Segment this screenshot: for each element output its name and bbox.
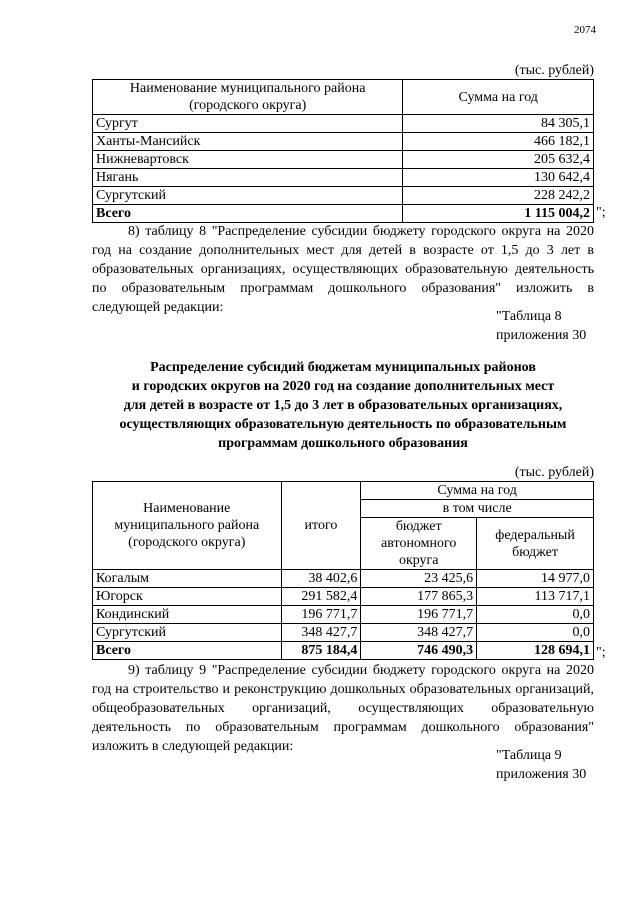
header-line: Наименование (143, 501, 231, 516)
header-name-cell (93, 80, 403, 115)
header-line: федеральный (495, 527, 575, 543)
heading-line: для детей в возрасте от 1,5 до 3 лет в образовательных организациях, (123, 398, 563, 413)
table-8-heading (92, 358, 594, 453)
total-auto: 746 490,3 (361, 642, 477, 660)
header-line: (городского округа) (128, 535, 246, 550)
row-auto: 196 771,7 (361, 606, 477, 624)
total-total: 875 184,4 (281, 642, 361, 660)
closing-quote: "; (596, 205, 606, 220)
row-name: Югорск (93, 588, 282, 606)
item-8-paragraph (92, 222, 594, 317)
units-label: (тыс. рублей) (514, 63, 594, 78)
header-line: (городского округа) (189, 98, 307, 113)
row-value: 466 182,1 (403, 133, 594, 151)
row-fed: 0,0 (477, 606, 594, 624)
page-number: 2074 (574, 24, 596, 36)
header-total-cell: итого (281, 482, 361, 570)
row-fed: 113 717,1 (477, 588, 594, 606)
row-auto: 348 427,7 (361, 624, 477, 642)
table-ref-line: "Таблица 8 (496, 309, 562, 324)
row-auto: 23 425,6 (361, 570, 477, 588)
header-sum-cell: Сумма на год (361, 482, 594, 500)
closing-quote: "; (596, 645, 606, 660)
row-value: 130 642,4 (403, 169, 594, 187)
header-line: автономного (381, 536, 457, 551)
heading-line: и городских округов на 2020 год на создание дополнительных мест (131, 379, 555, 394)
header-line: муниципального района (114, 518, 260, 533)
heading-line: Распределение субсидий бюджетам муниципальных районов (150, 360, 536, 375)
table-row (93, 588, 594, 606)
row-name: Кондинский (93, 606, 282, 624)
header-name-cell (93, 482, 282, 570)
table-header-row (93, 80, 594, 115)
row-name: Сургутский (93, 187, 403, 205)
table-8-reference (496, 307, 586, 345)
row-name: Когалым (93, 570, 282, 588)
row-name: Ханты-Мансийск (93, 133, 403, 151)
table-9-reference (496, 746, 586, 784)
row-auto: 177 865,3 (361, 588, 477, 606)
row-total: 38 402,6 (281, 570, 361, 588)
row-fed: 0,0 (477, 624, 594, 642)
table-row (93, 624, 594, 642)
row-fed: 14 977,0 (477, 570, 594, 588)
row-value: 228 242,2 (403, 187, 594, 205)
row-name: Сургут (93, 115, 403, 133)
header-line: Наименование муниципального района (129, 81, 366, 96)
header-federal-budget-cell (477, 518, 594, 570)
row-value: 84 305,1 (403, 115, 594, 133)
table-ref-line: приложения 30 (496, 767, 587, 782)
table-row (93, 570, 594, 588)
table-ref-line: "Таблица 9 (496, 748, 562, 763)
heading-line: осуществляющих образовательную деятельность по образовательным (119, 417, 567, 432)
table-row (93, 133, 594, 151)
table-ref-line: приложения 30 (496, 328, 587, 343)
row-name: Сургутский (93, 624, 282, 642)
header-line: бюджет (395, 519, 442, 534)
item-8-text: 8) таблицу 8 "Распределение субсидии бюджету городского округа на 2020 год на создание дополнительных мест для детей в возрасте от 1,5 до 3 лет в образовательных организациях, осуществляющих образовательную деятельность по образовательным программам дошкольного образования" изложить в следующей редакции: (92, 224, 594, 315)
table-header-row (93, 482, 594, 500)
heading-line: программам дошкольного образования (218, 436, 468, 451)
row-total: 348 427,7 (281, 624, 361, 642)
row-value: 205 632,4 (403, 151, 594, 169)
item-9-text: 9) таблицу 9 "Распределение субсидии бюджету городского округа на 2020 год на строительство и реконструкцию дошкольных образовательных организаций, общеобразовательных организаций, осуществляющих образовательную деятельность по образовательным программам дошкольного образования" изложить в следующей редакции: (92, 663, 594, 754)
header-sum-cell: Сумма на год (403, 80, 594, 115)
total-name: Всего (93, 205, 403, 223)
table-total-row (93, 205, 594, 223)
item-9-paragraph (92, 661, 594, 756)
row-name: Нягань (93, 169, 403, 187)
table-row (93, 606, 594, 624)
subsidy-table-8 (92, 481, 594, 660)
total-fed: 128 694,1 (477, 642, 594, 660)
row-total: 291 582,4 (281, 588, 361, 606)
subsidy-table-7 (92, 79, 594, 223)
header-line: бюджет (512, 544, 558, 560)
table-row (93, 151, 594, 169)
units-label: (тыс. рублей) (514, 465, 594, 480)
total-name: Всего (93, 642, 282, 660)
table-row (93, 169, 594, 187)
row-name: Нижневартовск (93, 151, 403, 169)
total-value: 1 115 004,2 (403, 205, 594, 223)
table-row (93, 187, 594, 205)
header-including-cell: в том числе (361, 500, 594, 518)
table-row (93, 115, 594, 133)
header-line: округа (398, 553, 439, 568)
table-total-row (93, 642, 594, 660)
row-total: 196 771,7 (281, 606, 361, 624)
header-auto-budget-cell (361, 518, 477, 570)
